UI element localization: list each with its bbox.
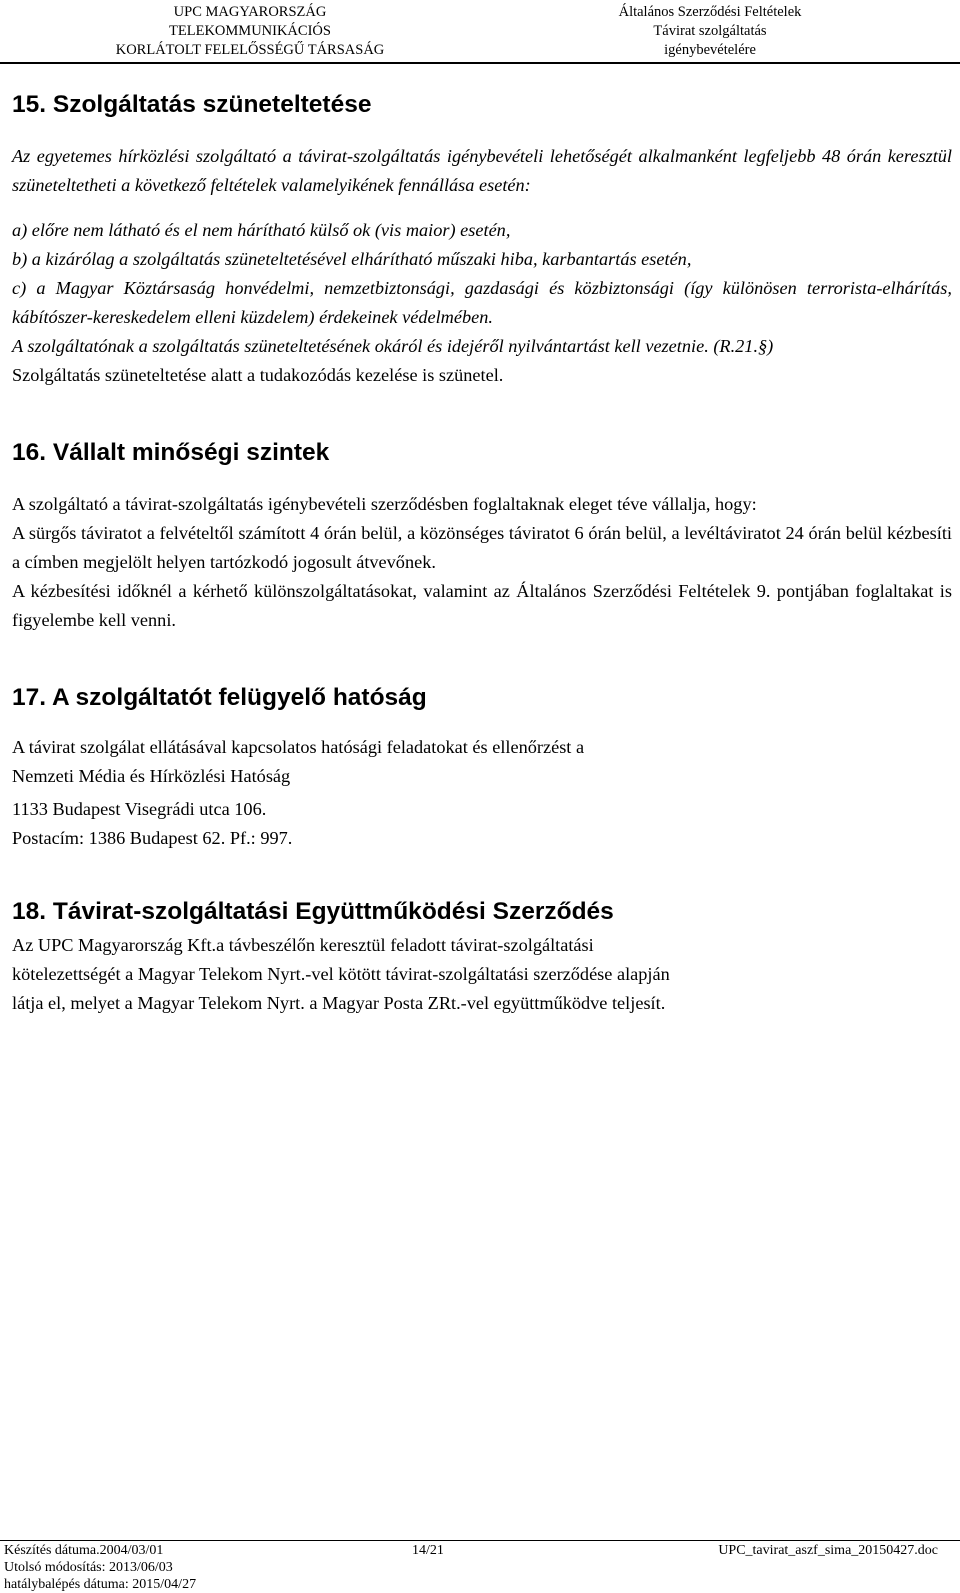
section-title: 17. A szolgáltatót felügyelő hatóság (12, 684, 427, 711)
paragraph: A szolgáltatónak a szolgáltatás szüneteltetésének okáról és idejéről nyilvántartást kell vezetnie. (R.21.§) (12, 336, 774, 356)
footer-rule (0, 1540, 960, 1541)
company-line-1: UPC MAGYARORSZÁG (173, 4, 327, 20)
page-number: 14/21 (412, 1543, 444, 1558)
authority-postal-address: Postacím: 1386 Budapest 62. Pf.: 997. (12, 828, 293, 848)
paragraph: Szolgáltatás szüneteltetése alatt a tudakozódás kezelése is szünetel. (12, 365, 504, 385)
effective-date: hatálybalépés dátuma: 2015/04/27 (4, 1577, 197, 1592)
authority-address: 1133 Budapest Visegrádi utca 106. (12, 799, 267, 819)
document-title (570, 3, 850, 60)
page-content (12, 84, 952, 1018)
doc-title-line-1: Általános Szerződési Feltételek (618, 4, 802, 20)
section-18 (12, 895, 952, 1018)
header-rule (0, 62, 960, 64)
paragraph-line: Az UPC Magyarország Kft.a távbeszélőn keresztül feladott távirat-szolgáltatási (12, 935, 594, 955)
section-title: 15. Szolgáltatás szüneteltetése (12, 91, 372, 118)
section-15 (12, 88, 952, 390)
paragraph: Az egyetemes hírközlési szolgáltató a távirat-szolgáltatás igénybevételi lehetőségét alkalmanként legfeljebb 48 órán keresztül szüneteltetheti a következő feltételek valamelyikének fennállása esetén: (12, 146, 952, 195)
list-item: c) a Magyar Köztársaság honvédelmi, nemzetbiztonsági, gazdasági és közbiztonsági (így különösen terrorista-elhárítás, kábítószer-kereskedelem elleni küzdelem) érdekeinek védelmében. (12, 278, 952, 327)
company-line-2: TELEKOMMUNIKÁCIÓS (169, 23, 331, 39)
paragraph-line: kötelezettségét a Magyar Telekom Nyrt.-vel kötött távirat-szolgáltatási szerződése alapján (12, 964, 670, 984)
authority-name: Nemzeti Média és Hírközlési Hatóság (12, 766, 291, 786)
doc-title-line-2: Távirat szolgáltatás (653, 23, 767, 39)
section-16 (12, 436, 952, 635)
page-footer (0, 1540, 960, 1592)
paragraph: A sürgős táviratot a felvételtől számított 4 órán belül, a közönséges táviratot 6 órán belül, a levéltáviratot 24 órán belül kézbesíti a címben megjelölt helyen tartózkodó jogosult átvevőnek. (12, 523, 952, 572)
paragraph: A kézbesítési időknél a kérhető különszolgáltatásokat, valamint az Általános Szerződési Feltételek 9. pontjában foglaltakat is figyelembe kell venni. (12, 581, 952, 630)
modification-date: Utolsó módosítás: 2013/06/03 (4, 1560, 173, 1575)
company-name (60, 3, 440, 60)
company-line-3: KORLÁTOLT FELELŐSSÉGŰ TÁRSASÁG (115, 42, 385, 58)
list-item: b) a kizárólag a szolgáltatás szüneteltetésével elhárítható műszaki hiba, karbantartás esetén, (12, 249, 692, 269)
page-header (0, 0, 960, 66)
list-item: a) előre nem látható és el nem hárítható külső ok (vis maior) esetén, (12, 220, 511, 240)
section-title: 18. Távirat-szolgáltatási Együttműködési Szerződés (12, 898, 614, 925)
doc-title-line-3: igénybevételére (664, 42, 756, 58)
section-title: 16. Vállalt minőségi szintek (12, 439, 330, 466)
section-17 (12, 681, 952, 853)
paragraph: A szolgáltató a távirat-szolgáltatás igénybevételi szerződésben foglaltaknak eleget téve vállalja, hogy: (12, 494, 757, 514)
creation-date: Készítés dátuma.2004/03/01 (4, 1543, 164, 1558)
paragraph: A távirat szolgálat ellátásával kapcsolatos hatósági feladatokat és ellenőrzést a (12, 737, 585, 757)
paragraph-line: látja el, melyet a Magyar Telekom Nyrt. a Magyar Posta ZRt.-vel együttműködve teljesít. (12, 993, 666, 1013)
file-name: UPC_tavirat_aszf_sima_20150427.doc (718, 1543, 938, 1558)
